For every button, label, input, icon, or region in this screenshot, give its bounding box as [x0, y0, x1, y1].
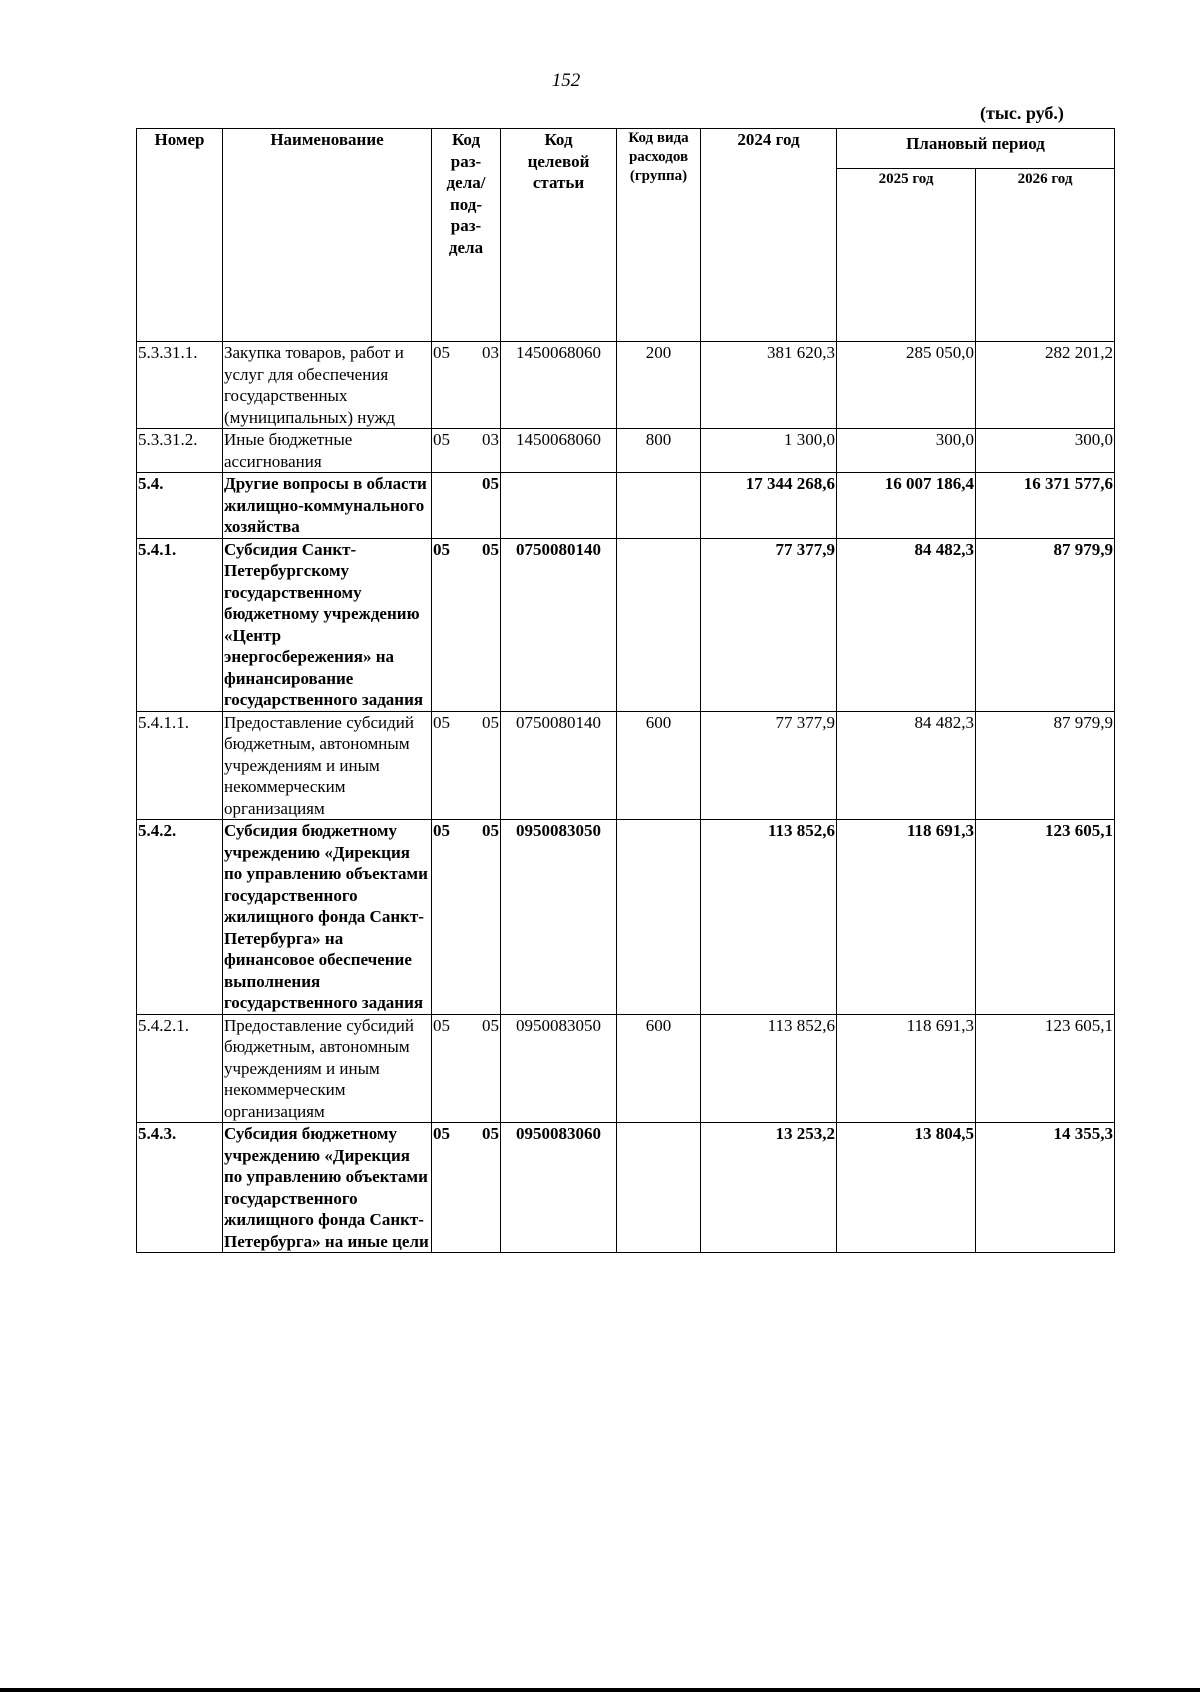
row-2025-value: 285 050,0	[837, 342, 976, 429]
row-expense-type: 800	[617, 429, 701, 473]
subsection-code: 03	[482, 343, 499, 362]
row-name: Субсидия бюджетному учреждению «Дирекция по управлению объектами государственного жилищного фонда Санкт-Петербурга» на иные цели	[223, 1123, 432, 1253]
row-number: 5.4.	[137, 473, 223, 539]
row-2024-value: 113 852,6	[701, 1014, 837, 1123]
page-number: 152	[551, 70, 581, 91]
header-number: Номер	[137, 129, 223, 342]
row-number: 5.3.31.1.	[137, 342, 223, 429]
row-number: 5.4.2.1.	[137, 1014, 223, 1123]
row-expense-type	[617, 820, 701, 1015]
row-expense-type	[617, 473, 701, 539]
row-section-code	[432, 429, 501, 473]
row-2024-value: 1 300,0	[701, 429, 837, 473]
table-row	[137, 473, 1115, 539]
units-label: (тыс. руб.)	[980, 103, 1064, 123]
budget-table	[136, 128, 1115, 1253]
header-row	[137, 129, 1115, 169]
table-row	[137, 538, 1115, 711]
row-section-code	[432, 1123, 501, 1253]
row-2026-value: 300,0	[976, 429, 1115, 473]
row-2024-value: 77 377,9	[701, 538, 837, 711]
row-target-code: 0750080140	[501, 538, 617, 711]
section-code: 05	[433, 343, 450, 362]
row-section-code	[432, 538, 501, 711]
row-target-code: 1450068060	[501, 429, 617, 473]
row-section-code	[432, 820, 501, 1015]
row-2025-value: 84 482,3	[837, 711, 976, 820]
row-expense-type	[617, 538, 701, 711]
row-2026-value: 123 605,1	[976, 820, 1115, 1015]
section-code: 05	[433, 821, 450, 840]
row-name: Иные бюджетные ассигнования	[223, 429, 432, 473]
row-section-code	[432, 342, 501, 429]
row-section-code	[432, 1014, 501, 1123]
row-name: Субсидия Санкт-Петербургскому государственному бюджетному учреждению «Центр энергосбережения» на финансирование государственного задания	[223, 538, 432, 711]
row-2026-value: 282 201,2	[976, 342, 1115, 429]
row-name: Субсидия бюджетному учреждению «Дирекция по управлению объектами государственного жилищного фонда Санкт-Петербурга» на финансовое обеспечение выполнения государственного задания	[223, 820, 432, 1015]
row-name: Предоставление субсидий бюджетным, автономным учреждениям и иным некоммерческим организациям	[223, 1014, 432, 1123]
row-target-code: 0950083050	[501, 820, 617, 1015]
table-row	[137, 820, 1115, 1015]
subsection-code: 05	[482, 539, 499, 559]
row-2025-value: 13 804,5	[837, 1123, 976, 1253]
subsection-code: 05	[482, 821, 499, 840]
header-2026: 2026 год	[976, 168, 1115, 341]
row-2025-value: 84 482,3	[837, 538, 976, 711]
row-target-code: 0950083050	[501, 1014, 617, 1123]
row-name: Другие вопросы в области жилищно-коммунального хозяйства	[223, 473, 432, 539]
table-row	[137, 342, 1115, 429]
row-2024-value: 13 253,2	[701, 1123, 837, 1253]
row-target-code: 0750080140	[501, 711, 617, 820]
subsection-code: 05	[482, 712, 499, 732]
section-code: 05	[433, 712, 450, 732]
table-row	[137, 429, 1115, 473]
row-2026-value: 16 371 577,6	[976, 473, 1115, 539]
table-row	[137, 1123, 1115, 1253]
header-section-code: Код раз- дела/ под- раз- дела	[432, 129, 501, 342]
row-2025-value: 118 691,3	[837, 820, 976, 1015]
subsection-code: 05	[482, 1015, 499, 1035]
page-bottom-border	[0, 1688, 1200, 1692]
section-code: 05	[433, 430, 450, 449]
row-section-code	[432, 711, 501, 820]
header-2024: 2024 год	[701, 129, 837, 342]
row-2026-value: 87 979,9	[976, 711, 1115, 820]
row-number: 5.3.31.2.	[137, 429, 223, 473]
header-expense-type-code: Код вида расходов (группа)	[617, 129, 701, 342]
row-2024-value: 113 852,6	[701, 820, 837, 1015]
row-2026-value: 123 605,1	[976, 1014, 1115, 1123]
row-2026-value: 87 979,9	[976, 538, 1115, 711]
row-2025-value: 118 691,3	[837, 1014, 976, 1123]
subsection-code: 05	[482, 474, 499, 493]
row-name: Закупка товаров, работ и услуг для обеспечения государственных (муниципальных) нужд	[223, 342, 432, 429]
section-code: 05	[433, 539, 450, 559]
row-2025-value: 16 007 186,4	[837, 473, 976, 539]
row-number: 5.4.1.	[137, 538, 223, 711]
row-target-code: 1450068060	[501, 342, 617, 429]
row-number: 5.4.1.1.	[137, 711, 223, 820]
row-2024-value: 381 620,3	[701, 342, 837, 429]
table-row	[137, 711, 1115, 820]
row-2024-value: 77 377,9	[701, 711, 837, 820]
row-target-code	[501, 473, 617, 539]
section-code: 05	[433, 1124, 450, 1143]
row-expense-type: 600	[617, 1014, 701, 1123]
row-2025-value: 300,0	[837, 429, 976, 473]
row-number: 5.4.3.	[137, 1123, 223, 1253]
header-target-code: Код целевой статьи	[501, 129, 617, 342]
header-planned-period: Плановый период	[837, 129, 1115, 169]
section-code: 05	[433, 1015, 450, 1035]
row-section-code	[432, 473, 501, 539]
row-expense-type	[617, 1123, 701, 1253]
header-2025: 2025 год	[837, 168, 976, 341]
header-name: Наименование	[223, 129, 432, 342]
row-name: Предоставление субсидий бюджетным, автономным учреждениям и иным некоммерческим организациям	[223, 711, 432, 820]
row-target-code: 0950083060	[501, 1123, 617, 1253]
row-expense-type: 200	[617, 342, 701, 429]
row-2026-value: 14 355,3	[976, 1123, 1115, 1253]
row-expense-type: 600	[617, 711, 701, 820]
subsection-code: 05	[482, 1124, 499, 1143]
row-2024-value: 17 344 268,6	[701, 473, 837, 539]
table-row	[137, 1014, 1115, 1123]
row-number: 5.4.2.	[137, 820, 223, 1015]
subsection-code: 03	[482, 430, 499, 449]
